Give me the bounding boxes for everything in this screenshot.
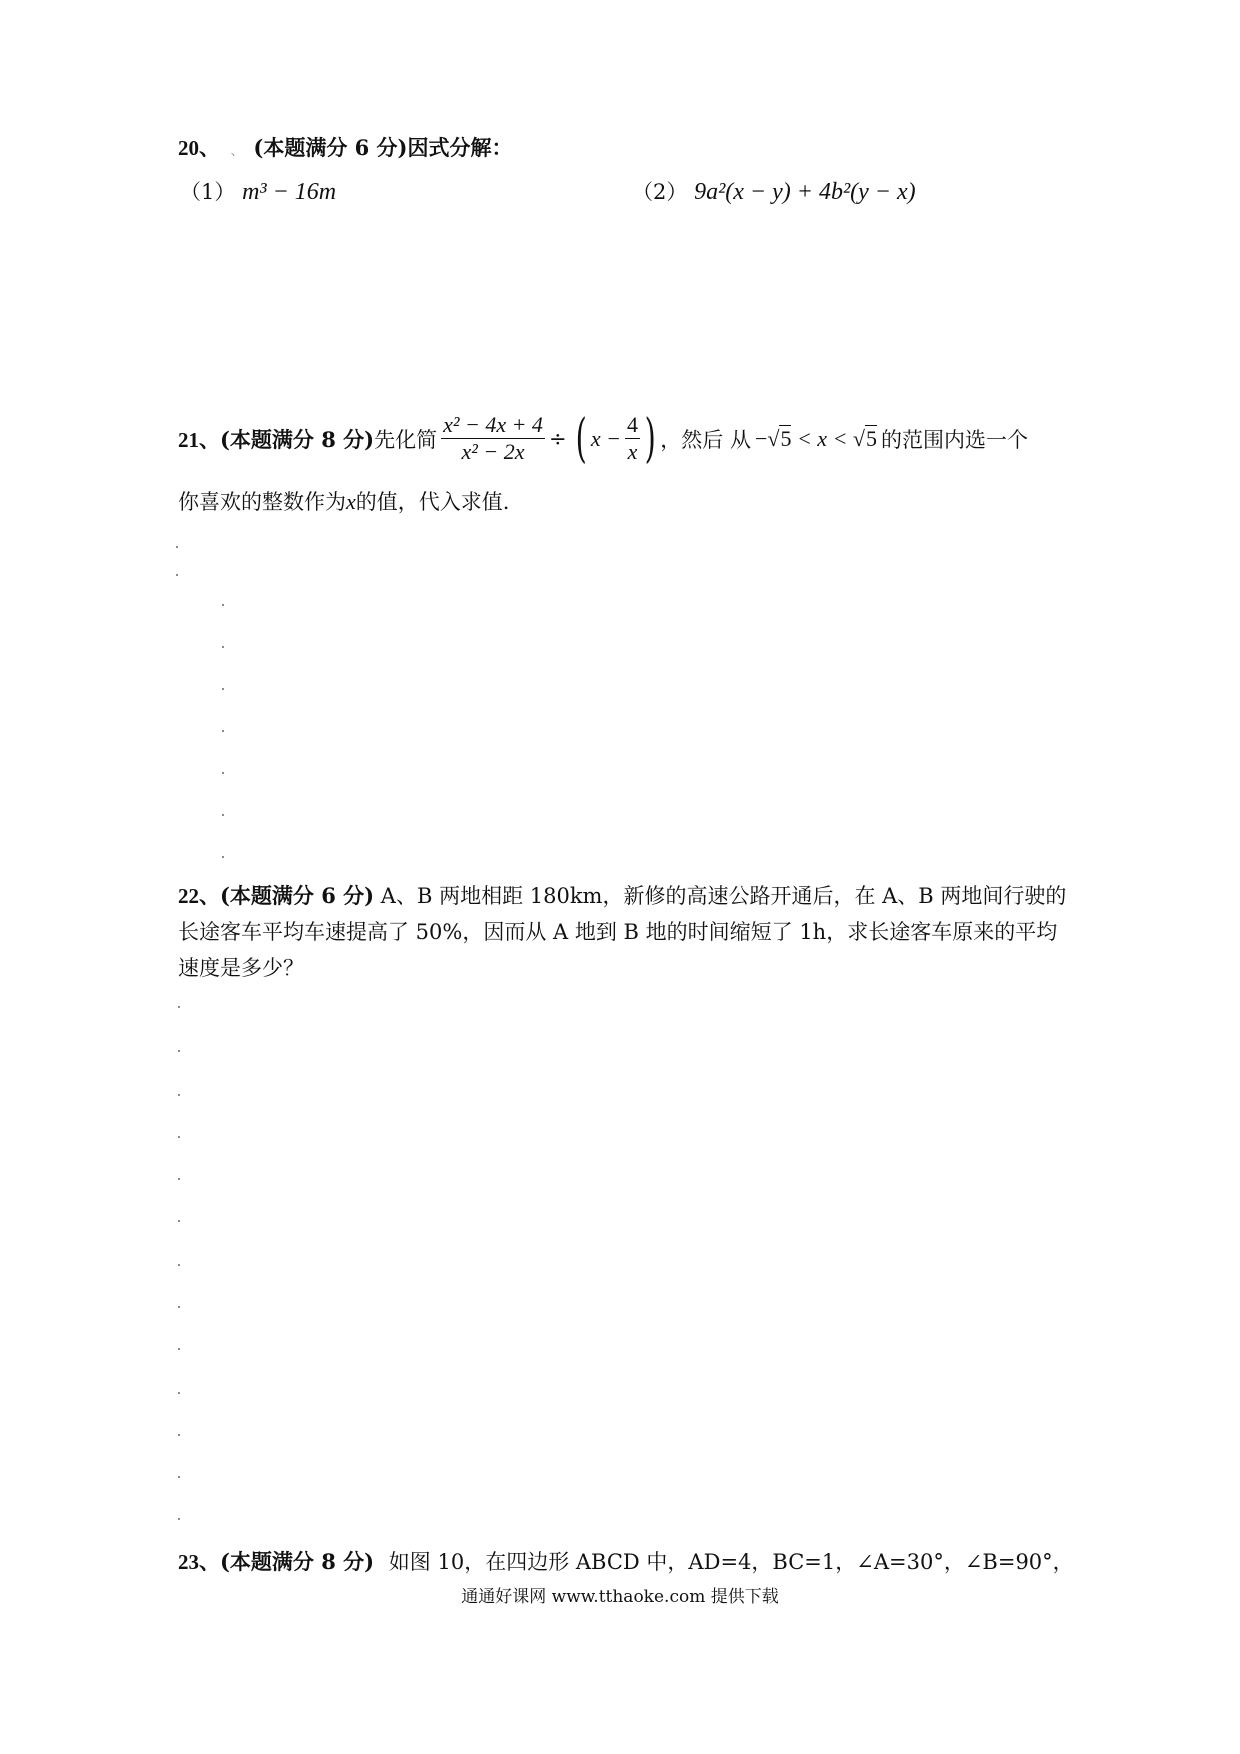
answer-space-dot [222, 814, 224, 816]
q20-part2-label: （2） [632, 180, 688, 204]
q23-score: (本题满分 8 分) [220, 1549, 375, 1574]
q21-lead: 先化简 [374, 427, 438, 452]
answer-space-dot [178, 1006, 180, 1008]
q21-after: ，然后 从 [660, 427, 751, 452]
left-paren-icon: ( [575, 408, 587, 469]
q22-line1 [178, 878, 1078, 914]
q21-inner-x: x − [590, 425, 621, 451]
q22-block [178, 878, 1078, 986]
answer-space-dot [178, 1348, 180, 1350]
q21-score: (本题满分 8 分) [220, 426, 375, 452]
answer-space-dot [178, 1306, 180, 1308]
q20-marker: 、 [230, 144, 243, 158]
footer-text: 通通好课网 www.tthaoke.com 提供下载 [461, 1587, 779, 1607]
q21-inner-fraction [625, 412, 640, 465]
q23-number: 23、 [178, 1550, 220, 1574]
q21-range-mid: < x < [796, 426, 848, 451]
q21-line1 [178, 408, 1028, 469]
answer-space-dot [178, 1264, 180, 1266]
q20-score: (本题满分 6 分) [253, 135, 408, 160]
answer-space-dot [178, 1220, 180, 1222]
answer-space-dot [178, 1050, 180, 1052]
q20-header [178, 132, 513, 162]
answer-space-dot [176, 574, 178, 576]
sqrt-icon: √5 [767, 426, 792, 451]
answer-space-dot [222, 604, 224, 606]
q22-line2: 长途客车平均车速提高了 50%，因而从 A 地到 B 地的时间缩短了 1h，求长途客车原来的平均 [178, 920, 1058, 944]
answer-space-dot [178, 1136, 180, 1138]
q21-line2 [178, 486, 509, 516]
answer-space-dot [178, 1518, 180, 1520]
sqrt-icon: √5 [852, 426, 877, 451]
q23-text: 如图 10，在四边形 ABCD 中，AD=4，BC=1，∠A=30°，∠B=90°， [388, 1550, 1074, 1574]
answer-space-dot [178, 1178, 180, 1180]
q21-line2-end: 的值，代入求值. [355, 490, 510, 514]
q21-sqrt-right: 5 [866, 426, 877, 451]
q20-instruction: 因式分解： [407, 135, 513, 160]
q21-tail: 的范围内选一个 [881, 427, 1028, 452]
q21-number: 21、 [178, 427, 220, 452]
answer-space-dot [222, 730, 224, 732]
q20-part2-expr: 9a²(x − y) + 4b²(y − x) [694, 179, 916, 205]
q21-frac-denominator: x² − 2x [441, 438, 545, 465]
q22-line3: 速度是多少？ [178, 956, 304, 980]
q21-inner-numerator: 4 [626, 412, 638, 437]
answer-space-dot [178, 1094, 180, 1096]
q21-main-fraction [441, 412, 545, 465]
answer-space-dot [178, 1434, 180, 1436]
answer-space-dot [222, 856, 224, 858]
q21-range [755, 425, 877, 452]
q20-part2 [632, 176, 916, 206]
q20-part1 [180, 176, 336, 206]
q21-divide: ÷ [548, 426, 567, 451]
answer-space-dot [222, 646, 224, 648]
q21-line2-var: x [346, 489, 356, 514]
answer-space-dot [176, 546, 178, 548]
answer-space-dot [222, 772, 224, 774]
q20-part1-label: （1） [180, 180, 236, 204]
q21-frac-numerator: x² − 4x + 4 [443, 412, 543, 437]
answer-space-dot [178, 1476, 180, 1478]
page-footer [0, 1582, 1240, 1607]
q21-inner-denominator: x [625, 438, 640, 465]
q21-range-minus: − [754, 426, 768, 451]
answer-space-dot [178, 1392, 180, 1394]
q21-sqrt-left: 5 [780, 426, 792, 451]
q23-line1 [178, 1546, 1074, 1576]
answer-space-dot [222, 688, 224, 690]
q22-number: 22、 [178, 884, 220, 908]
q22-line1-text: A、B 两地相距 180km，新修的高速公路开通后，在 A、B 两地间行驶的 [380, 884, 1067, 908]
q20-number: 20、 [178, 136, 220, 160]
q20-part1-expr: m³ − 16m [242, 179, 337, 205]
right-paren-icon: ) [644, 408, 656, 469]
q22-score: (本题满分 6 分) [220, 883, 375, 908]
q21-line2-text: 你喜欢的整数作为 [178, 490, 346, 514]
